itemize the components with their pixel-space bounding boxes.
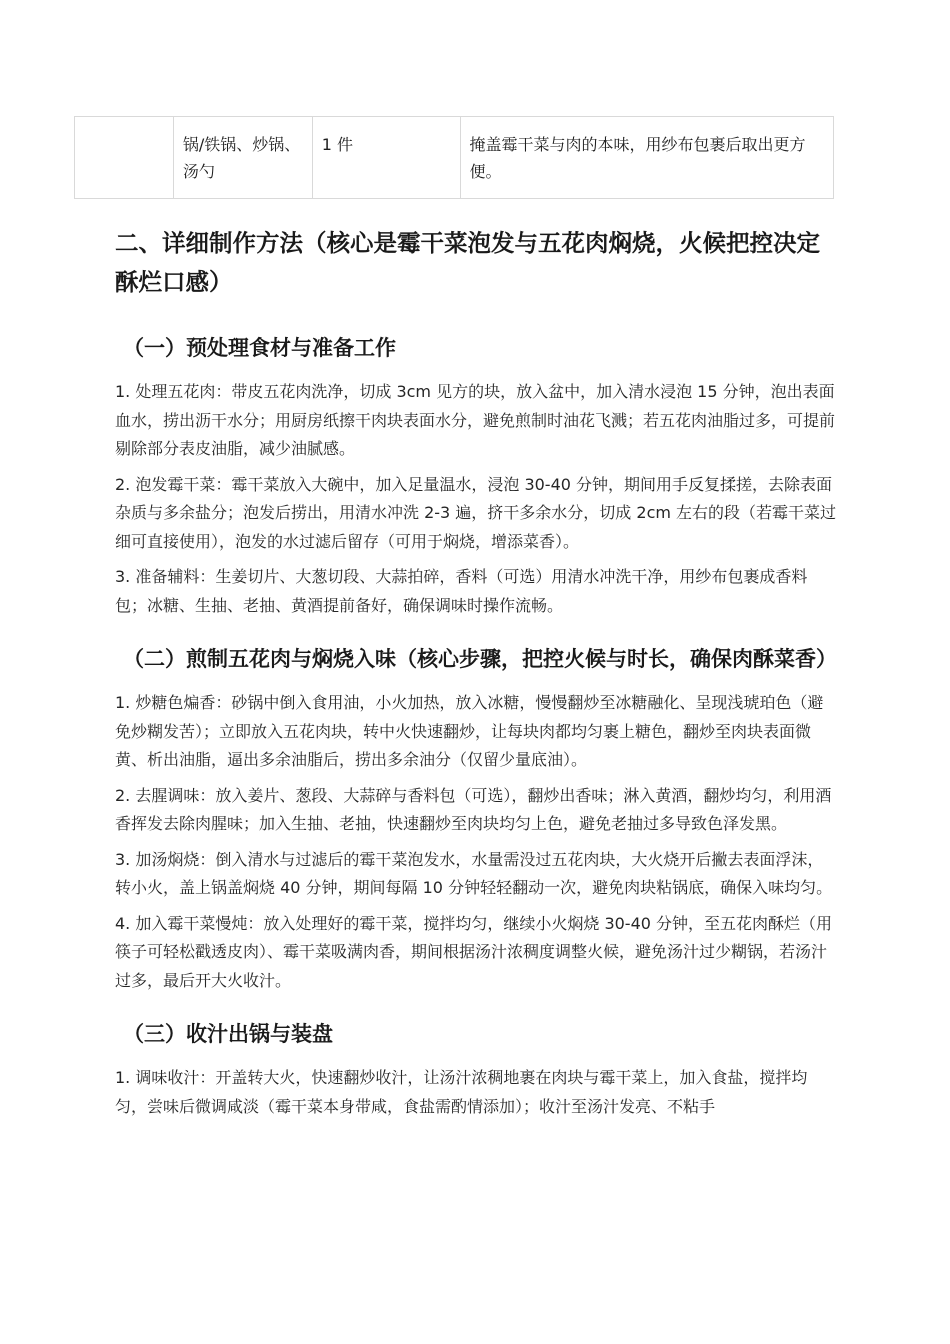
step-paragraph: 1. 调味收汁：开盖转大火，快速翻炒收汁，让汤汁浓稠地裹在肉块与霉干菜上，加入食盐，搅拌均匀，尝味后微调咸淡（霉干菜本身带咸，食盐需酌情添加）；收汁至汤汁发亮、不粘手 <box>115 1068 808 1116</box>
table-cell-note: 掩盖霉干菜与肉的本味，用纱布包裹后取出更方便。 <box>460 117 833 199</box>
table-cell-category <box>75 117 174 199</box>
tools-table-fragment <box>74 116 834 199</box>
step-paragraph: 1. 炒糖色煸香：砂锅中倒入食用油，小火加热，放入冰糖，慢慢翻炒至冰糖融化、呈现浅琥珀色（避免炒糊发苦）；立即放入五花肉块，转中火快速翻炒，让每块肉都均匀裹上糖色，翻炒至肉块表面微黄、析出油脂，逼出多余油脂后，捞出多余油分（仅留少量底油）。 <box>115 693 824 769</box>
step-paragraph: 2. 去腥调味：放入姜片、葱段、大蒜碎与香料包（可选），翻炒出香味；淋入黄酒，翻炒均匀，利用酒香挥发去除肉腥味；加入生抽、老抽，快速翻炒至肉块均匀上色，避免老抽过多导致色泽发黑。 <box>115 785 832 833</box>
subsection-heading-braise: （二）煎制五花肉与焖烧入味（核心步骤，把控火候与时长，确保肉酥菜香） <box>123 647 837 671</box>
step-paragraph: 2. 泡发霉干菜：霉干菜放入大碗中，加入足量温水，浸泡 30-40 分钟，期间用手反复揉搓，去除表面杂质与多余盐分；泡发后捞出，用清水冲洗 2-3 遍，挤干多余水分，切成 2cm 左右的段（若霉干菜过细可直接使用），泡发的水过滤后留存（可用于焖烧，增添菜香）。 <box>115 474 837 551</box>
step-paragraph: 3. 加汤焖烧：倒入清水与过滤后的霉干菜泡发水，水量需没过五花肉块，大火烧开后撇去表面浮沫，转小火，盖上锅盖焖烧 40 分钟，期间每隔 10 分钟轻轻翻动一次，避免肉块粘锅底，确保入味均匀。 <box>115 849 833 897</box>
table-row <box>75 117 834 199</box>
table-cell-item: 锅/铁锅、炒锅、汤勺 <box>173 117 312 199</box>
section-heading: 二、详细制作方法（核心是霉干菜泡发与五花肉焖烧，火候把控决定酥烂口感） <box>115 229 820 296</box>
subsection-heading-prep: （一）预处理食材与准备工作 <box>123 336 396 360</box>
subsection-heading-finish: （三）收汁出锅与装盘 <box>123 1022 333 1046</box>
step-paragraph: 4. 加入霉干菜慢炖：放入处理好的霉干菜，搅拌均匀，继续小火焖烧 30-40 分钟，至五花肉酥烂（用筷子可轻松戳透皮肉）、霉干菜吸满肉香，期间根据汤汁浓稠度调整火候，避免汤汁过少糊锅，若汤汁过多，最后开大火收汁。 <box>115 913 833 990</box>
table-cell-quantity: 1 件 <box>312 117 460 199</box>
section-content <box>115 224 837 1121</box>
step-paragraph: 1. 处理五花肉：带皮五花肉洗净，切成 3cm 见方的块，放入盆中，加入清水浸泡 15 分钟，泡出表面血水，捞出沥干水分；用厨房纸擦干肉块表面水分，避免煎制时油花飞溅；若五花肉油脂过多，可提前剔除部分表皮油脂，减少油腻感。 <box>115 382 836 458</box>
step-paragraph: 3. 准备辅料：生姜切片、大葱切段、大蒜拍碎，香料（可选）用清水冲洗干净，用纱布包裹成香料包；冰糖、生抽、老抽、黄酒提前备好，确保调味时操作流畅。 <box>115 567 808 615</box>
